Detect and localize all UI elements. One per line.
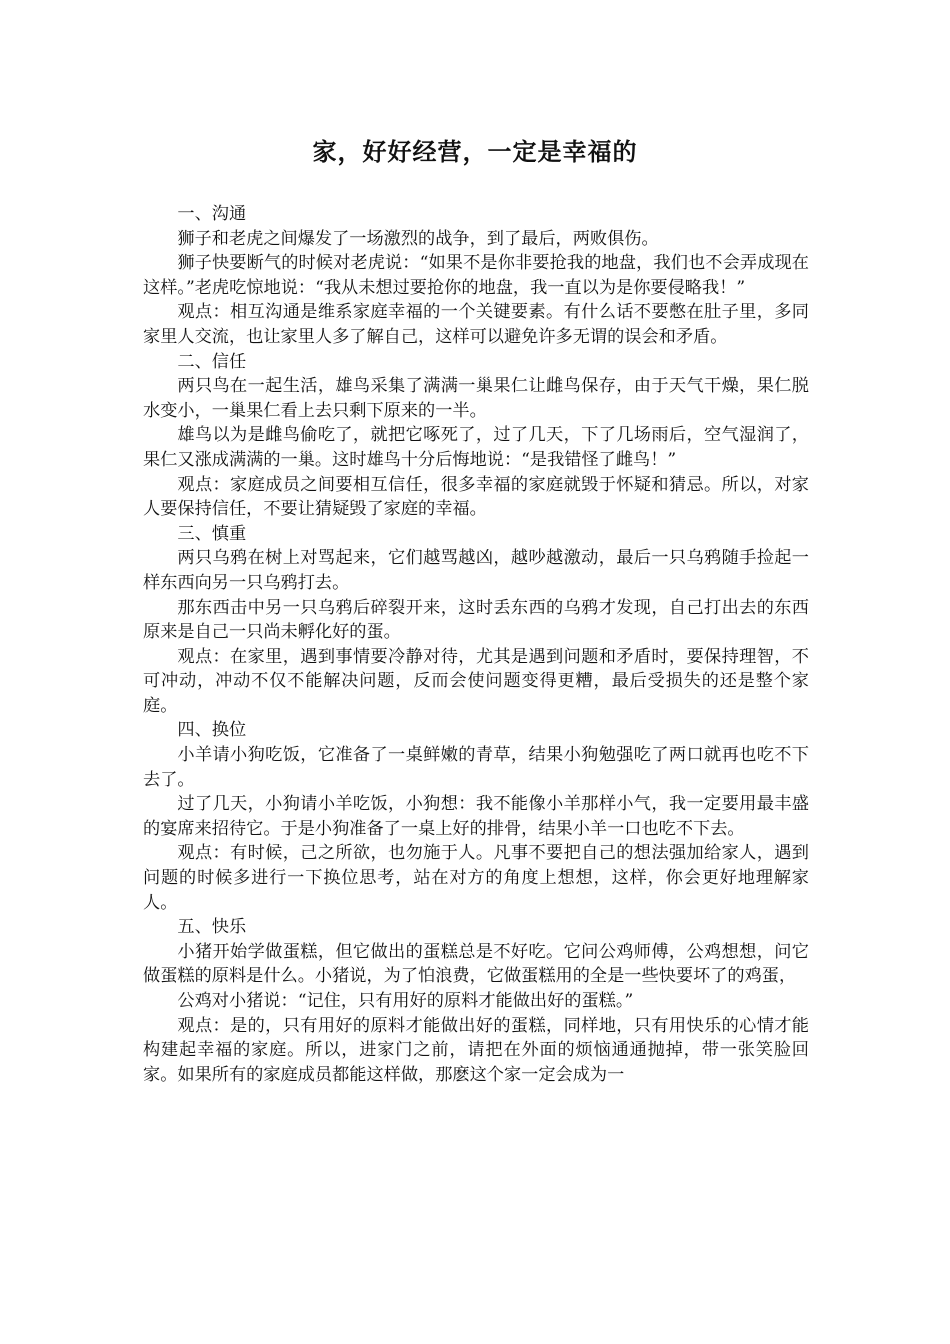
paragraph: 过了几天，小狗请小羊吃饭，小狗想：我不能像小羊那样小气，我一定要用最丰盛的宴席来招待它。于是小狗准备了一桌上好的排骨，结果小羊一口也吃不下去。 [143, 794, 809, 839]
paragraph: 小羊请小狗吃饭，它准备了一桌鲜嫩的青草，结果小狗勉强吃了两口就再也吃不下去了。 [143, 745, 809, 790]
section-heading-empathy: 四、换位 [177, 720, 247, 741]
viewpoint-paragraph: 观点：家庭成员之间要相互信任，很多幸福的家庭就毁于怀疑和猜忌。所以，对家人要保持信任，不要让猜疑毁了家庭的幸福。 [143, 474, 809, 520]
viewpoint-paragraph: 观点：在家里，遇到事情要冷静对待，尤其是遇到问题和矛盾时，要保持理智，不可冲动，冲动不仅不能解决问题，反而会使问题变得更糟，最后受损失的还是整个家庭。 [143, 646, 809, 716]
paragraph: 那东西击中另一只乌鸦后碎裂开来，这时丢东西的乌鸦才发现，自己打出去的东西原来是自己一只尚未孵化好的蛋。 [143, 597, 809, 643]
section-heading-trust: 二、信任 [177, 351, 247, 372]
section-heading-communication: 一、沟通 [177, 204, 247, 224]
paragraph: 雄鸟以为是雌鸟偷吃了，就把它啄死了，过了几天，下了几场雨后，空气湿润了，果仁又涨成满满的一巢。这时雄鸟十分后悔地说：“是我错怪了雌鸟！” [143, 425, 809, 470]
section-heading-prudence: 三、慎重 [177, 523, 247, 544]
paragraph: 公鸡对小猪说：“记住，只有用好的原料才能做出好的蛋糕。” [177, 991, 634, 1011]
viewpoint-paragraph: 观点：有时候，己之所欲，也勿施于人。凡事不要把自己的想法强加给家人，遇到问题的时候多进行一下换位思考，站在对方的角度上想想，这样，你会更好地理解家人。 [143, 843, 809, 913]
section-heading-happiness: 五、快乐 [177, 917, 247, 938]
paragraph: 狮子和老虎之间爆发了一场激烈的战争，到了最后，两败俱伤。 [177, 228, 659, 249]
document-body [143, 202, 809, 1087]
paragraph: 狮子快要断气的时候对老虎说：“如果不是你非要抢我的地盘，我们也不会弄成现在这样。”老虎吃惊地说：“我从未想过要抢你的地盘，我一直以为是你要侵略我！” [143, 253, 809, 298]
paragraph: 两只鸟在一起生活，雄鸟采集了满满一巢果仁让雌鸟保存，由于天气干燥，果仁脱水变小，一巢果仁看上去只剩下原来的一半。 [143, 376, 809, 421]
viewpoint-paragraph: 观点：相互沟通是维系家庭幸福的一个关键要素。有什么话不要憋在肚子里，多同家里人交流，也让家里人多了解自己，这样可以避免许多无谓的误会和矛盾。 [143, 302, 809, 347]
viewpoint-paragraph: 观点：是的，只有用好的原料才能做出好的蛋糕，同样地，只有用快乐的心情才能构建起幸福的家庭。所以，进家门之前，请把在外面的烦恼通通抛掉，带一张笑脸回家。如果所有的家庭成员都能这样做，那麽这个家一定会成为一 [143, 1015, 809, 1085]
paragraph: 两只乌鸦在树上对骂起来，它们越骂越凶，越吵越激动，最后一只乌鸦随手捡起一样东西向另一只乌鸦打去。 [143, 548, 809, 593]
paragraph: 小猪开始学做蛋糕，但它做出的蛋糕总是不好吃。它问公鸡师傅，公鸡想想，问它做蛋糕的原料是什么。小猪说，为了怕浪费，它做蛋糕用的全是一些快要坏了的鸡蛋， [143, 941, 809, 987]
document-title: 家，好好经营，一定是幸福的 [312, 138, 638, 166]
